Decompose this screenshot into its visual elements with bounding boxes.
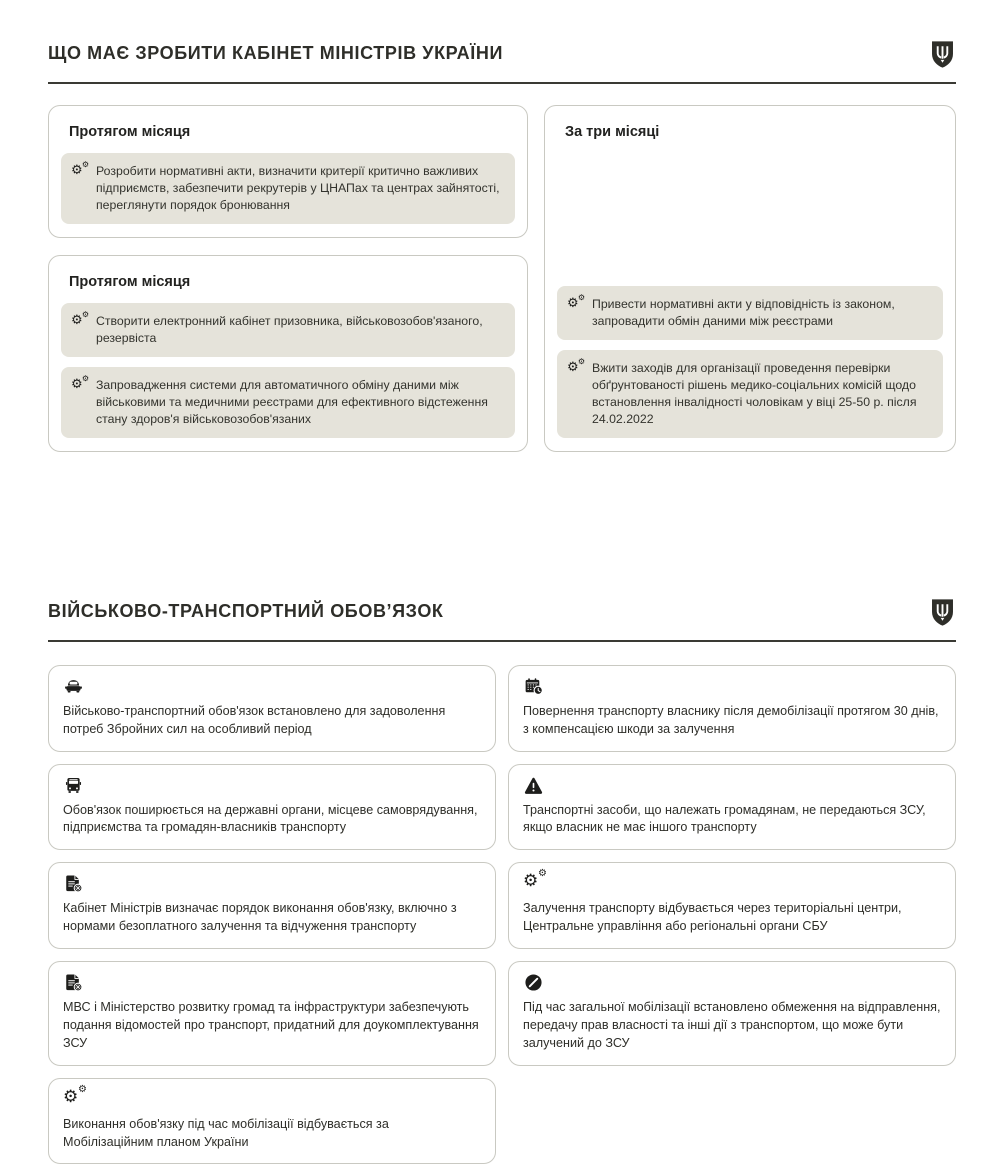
info-card [508, 764, 956, 851]
bus-front-icon [63, 775, 481, 796]
trident-shield-icon [929, 40, 956, 69]
card-title: Протягом місяця [69, 273, 191, 290]
card-month-2 [48, 255, 528, 452]
document-gear-icon [63, 873, 481, 894]
task-text: Створити електронний кабінет призовника, військовозобов'язаного, резервіста [96, 313, 483, 345]
task-item [61, 367, 515, 438]
deadline-cards-grid [48, 105, 956, 452]
header-divider [48, 82, 956, 84]
card-title: За три місяці [565, 124, 660, 140]
cogs-icon [71, 378, 88, 391]
cogs-icon [71, 314, 88, 327]
info-text: Виконання обов'язку під час мобілізації відбувається за Мобілізаційним планом України [63, 1116, 389, 1149]
task-text: Привести нормативні акти у відповідність із законом, запровадити обмін даними між реєстрами [592, 296, 895, 328]
info-text: Військово-транспортний обов'язок встановлено для задоволення потреб Збройних сил на особливий період [63, 703, 446, 736]
info-card [48, 665, 496, 752]
task-item [557, 350, 943, 438]
info-card [508, 961, 956, 1066]
info-card [508, 665, 956, 752]
info-cards-grid [48, 665, 956, 1164]
task-text: Запровадження системи для автоматичного обміну даними між військовими та медичними реєстрами для ефективного відстеження стану здоров'я військовозобов'язаних [96, 377, 488, 426]
header-divider [48, 640, 956, 642]
cogs-icon [567, 361, 584, 374]
info-text: Обов'язок поширюється на державні органи, місцеве самоврядування, підприємства та громадян-власників транспорту [63, 802, 478, 835]
car-front-icon [63, 676, 481, 697]
info-text: Кабінет Міністрів визначає порядок виконання обов'язку, включно з нормами безоплатного залучення та відчуження транспорту [63, 901, 457, 934]
prohibition-icon [523, 972, 941, 993]
section-cabinet-ministers [48, 40, 956, 452]
task-text: Вжити заходів для організації проведення перевірки обґрунтованості рішень медико-соціальних комісій щодо встановлення інвалідності чоловікам у віці 25-50 р. після 24.02.2022 [592, 360, 917, 426]
task-item [61, 303, 515, 357]
cogs-icon [63, 1089, 481, 1110]
cogs-icon [71, 164, 88, 177]
card-title: Протягом місяця [69, 124, 191, 140]
section2-title: ВІЙСЬКОВО-ТРАНСПОРТНИЙ ОБОВ’ЯЗОК [48, 600, 444, 621]
task-item [61, 153, 515, 224]
info-card [48, 1078, 496, 1164]
section1-title: ЩО МАЄ ЗРОБИТИ КАБІНЕТ МІНІСТРІВ УКРАЇНИ [48, 43, 503, 63]
document-gear-icon [63, 972, 481, 993]
section2-header [48, 598, 956, 627]
info-card [48, 764, 496, 851]
card-month-1 [48, 105, 528, 238]
info-card [48, 961, 496, 1066]
task-item [557, 286, 943, 340]
calendar-clock-icon [523, 676, 941, 697]
info-card [48, 862, 496, 949]
warning-triangle-icon [523, 775, 941, 796]
info-text: Транспортні засоби, що належать громадянам, не передаються ЗСУ, якщо власник не має іншого транспорту [523, 802, 926, 835]
task-list [61, 303, 515, 438]
task-text: Розробити нормативні акти, визначити критерії критично важливих підприємств, забезпечити рекрутерів у ЦНАПах та центрах зайнятості, переглянути порядок бронювання [96, 164, 500, 212]
trident-shield-icon [929, 598, 956, 627]
section-transport-obligation [48, 598, 956, 1164]
task-list [61, 153, 515, 224]
info-text: Під час загальної мобілізації встановлено обмеження на відправлення, передачу прав власності та інші дії з транспортом, що може бути залучений до ЗСУ [523, 1000, 941, 1050]
left-column [48, 105, 528, 452]
cogs-icon [523, 873, 941, 894]
card-three-months [544, 105, 956, 452]
section1-header [48, 40, 956, 69]
info-text: Повернення транспорту власнику після демобілізації протягом 30 днів, з компенсацією шкоди за залучення [523, 703, 939, 736]
info-card [508, 862, 956, 949]
info-text: Залучення транспорту відбувається через територіальні центри, Центральне управління або регіональні органи СБУ [523, 901, 902, 934]
task-list [557, 286, 943, 438]
cogs-icon [567, 297, 584, 310]
info-text: МВС і Міністерство розвитку громад та інфраструктури забезпечують подання відомостей про транспорт, придатний для доукомплектування ЗСУ [63, 1000, 479, 1050]
